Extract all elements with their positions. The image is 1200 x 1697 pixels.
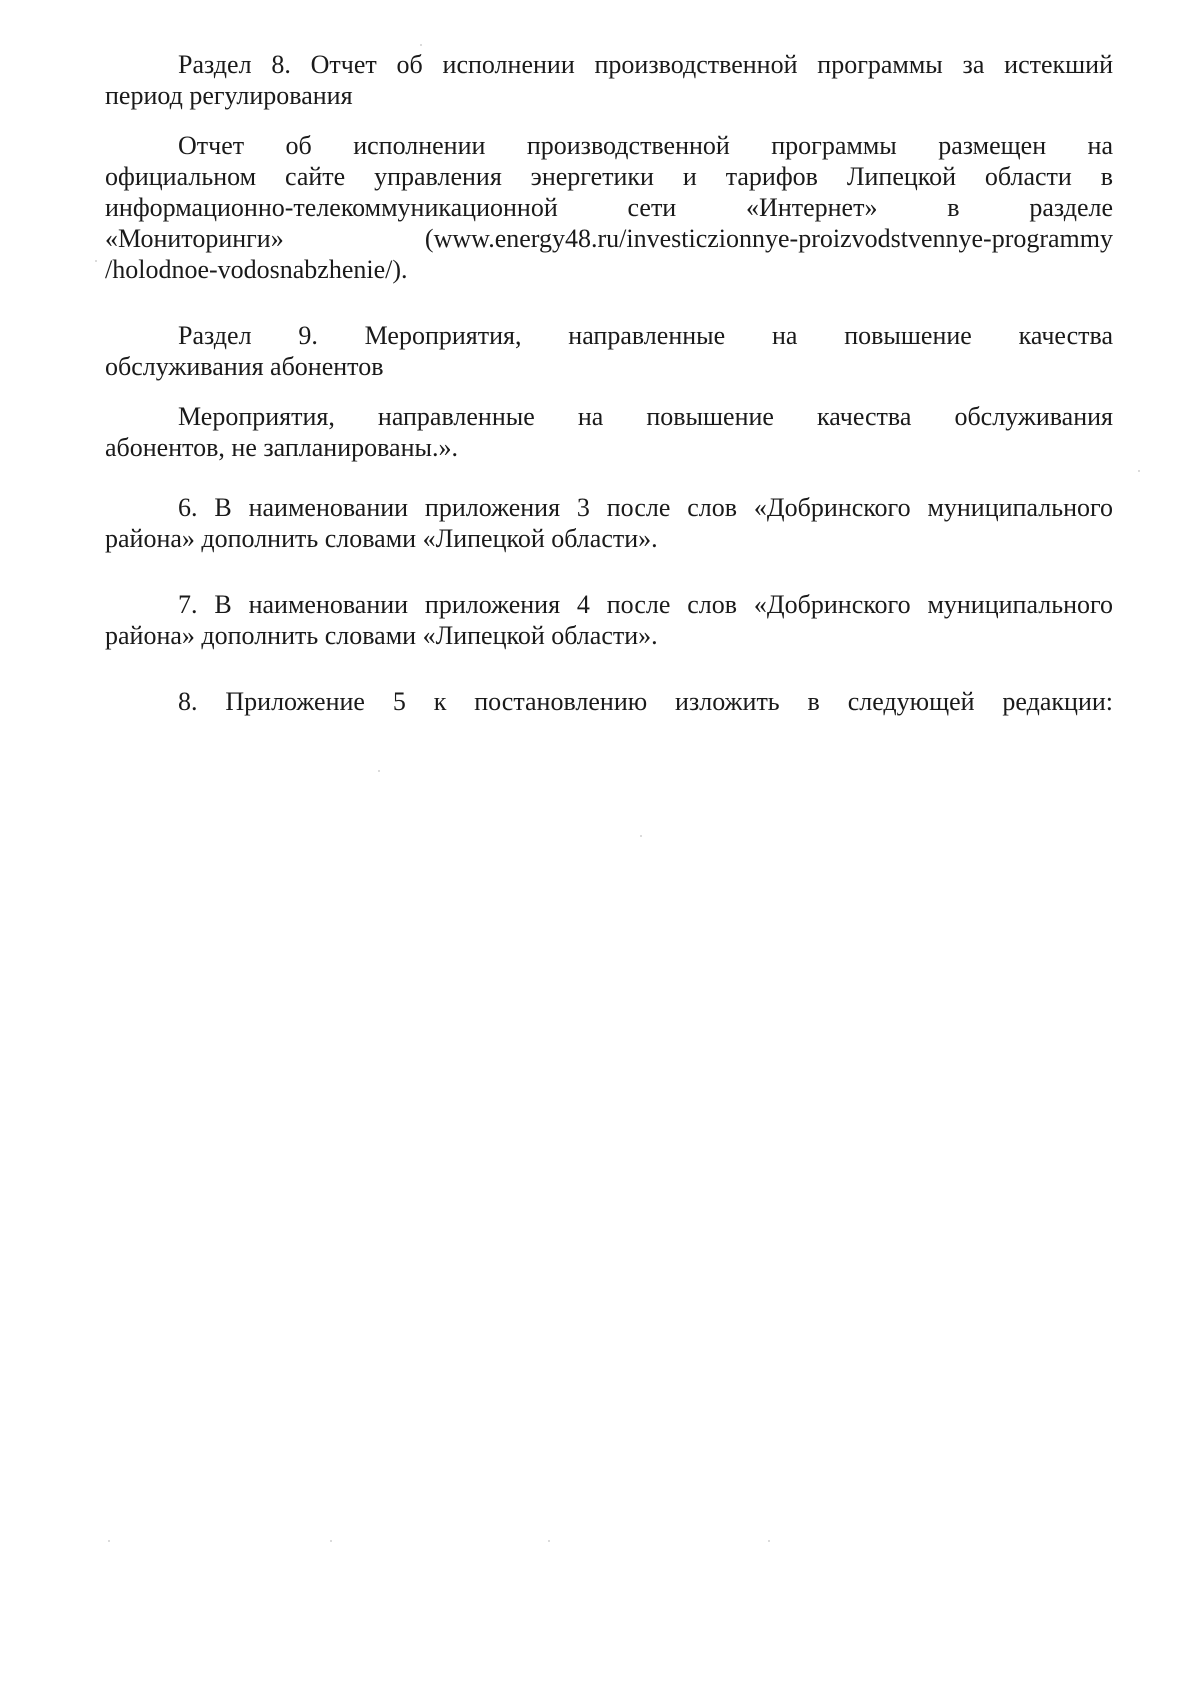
item-6-paragraph [105,492,1113,554]
item-6-line-1: 6. В наименовании приложения 3 после слов «Добринского муниципального [178,493,1113,522]
item-8-paragraph [105,686,1113,717]
section-9-heading-line-2: обслуживания абонентов [105,352,384,381]
scan-speck [378,770,380,772]
section-9-body-line-2: абонентов, не запланированы.». [105,433,458,462]
item-6-line-2: района» дополнить словами «Липецкой области». [105,524,658,553]
section-8-body-line-2: официальном сайте управления энергетики и тарифов Липецкой области в [105,162,1113,191]
scan-speck [108,1540,110,1542]
section-9-heading-line-1: Раздел 9. Мероприятия, направленные на повышение качества [178,321,1113,350]
scan-speck [640,835,642,837]
item-7-line-1: 7. В наименовании приложения 4 после слов «Добринского муниципального [178,590,1113,619]
scan-speck [95,260,97,262]
document-body [105,49,1113,717]
section-8-heading-line-2: период регулирования [105,81,353,110]
section-9-heading [105,320,1113,382]
item-7-paragraph [105,589,1113,651]
section-8-body-line-4: «Мониторинги» (www.energy48.ru/investiczionnye-proizvodstvennye-programmy [105,224,1113,253]
scan-speck [548,1540,550,1542]
section-8-heading [105,49,1113,111]
item-8-line-1: 8. Приложение 5 к постановлению изложить в следующей редакции: [178,687,1113,716]
section-8-heading-line-1: Раздел 8. Отчет об исполнении производственной программы за истекший [178,50,1113,79]
section-8-body-line-5: /holodnoe-vodosnabzhenie/). [105,255,408,284]
section-8-body-line-3: информационно-телекоммуникационной сети «Интернет» в разделе [105,193,1113,222]
scan-speck [420,44,422,46]
scan-speck [768,1540,770,1542]
section-9-body [105,401,1113,463]
section-9-body-line-1: Мероприятия, направленные на повышение качества обслуживания [178,402,1113,431]
scan-speck [330,1540,332,1542]
section-8-body-line-1: Отчет об исполнении производственной программы размещен на [178,131,1113,160]
scan-speck [1138,470,1140,472]
item-7-line-2: района» дополнить словами «Липецкой области». [105,621,658,650]
section-8-body [105,130,1113,285]
